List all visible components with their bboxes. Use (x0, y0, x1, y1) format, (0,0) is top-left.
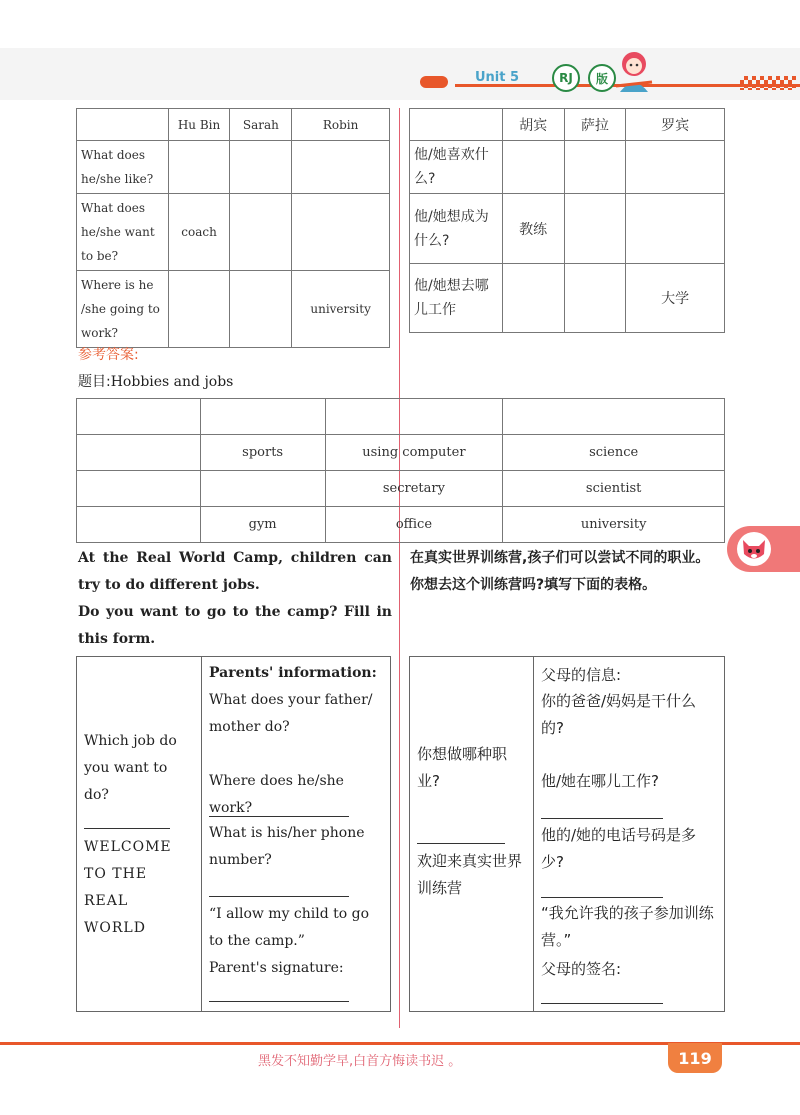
phone-answer-line[interactable] (209, 896, 349, 897)
table-cell (200, 471, 325, 507)
permission-text: “I allow my child to go to the camp.” (209, 906, 370, 949)
row-label: 他/她想成为什么? (410, 194, 503, 264)
form-divider (533, 657, 534, 1011)
table-cell (168, 271, 230, 348)
table-row (77, 471, 725, 507)
parents-heading: Parents' information: (209, 665, 377, 681)
table-cell: scientist (503, 471, 725, 507)
table-cell (564, 141, 626, 194)
topic-text: Hobbies and jobs (110, 374, 234, 390)
table-cell: secretary (325, 471, 503, 507)
mascot-icon (612, 48, 656, 96)
table-header-cell: Hu Bin (168, 109, 230, 141)
table-header-cell: Sarah (230, 109, 292, 141)
checker-pattern (740, 76, 796, 90)
table-cell (503, 399, 725, 435)
work-place-question: Where does he/she work? (209, 773, 344, 816)
table-row (77, 507, 725, 543)
father-mother-question-zh: 你的爸爸/妈妈是干什么的? (541, 692, 697, 737)
job-question-zh: 你想做哪种职业? (417, 745, 508, 790)
table-row (410, 141, 725, 194)
phone-question-zh: 他的/她的电话号码是多少? (541, 826, 697, 871)
table-row (77, 271, 390, 348)
work-place-question-zh: 他/她在哪儿工作? (541, 772, 660, 790)
table-row (77, 435, 725, 471)
work-place-answer-line[interactable] (209, 816, 349, 817)
table-cell: 教练 (502, 194, 564, 264)
table-cell: 大学 (626, 264, 725, 333)
row-label: 他/她喜欢什么? (410, 141, 503, 194)
edition-badge-ban: 版 (588, 64, 616, 92)
survey-table-zh (409, 108, 725, 333)
intro-zh-line1: 在真实世界训练营,孩子们可以尝试不同的职业。 (410, 550, 710, 566)
table-header-cell (77, 109, 169, 141)
table-cell (292, 194, 390, 271)
topic-label: 题目: (78, 374, 111, 390)
header-pill (420, 76, 448, 88)
table-cell (77, 399, 201, 435)
table-cell: office (325, 507, 503, 543)
header-band (0, 48, 800, 100)
signature-line[interactable] (209, 1001, 349, 1002)
table-cell (230, 141, 292, 194)
signature-label: Parent's signature: (209, 960, 344, 976)
table-header-cell: 萨拉 (564, 109, 626, 141)
table-cell: coach (168, 194, 230, 271)
intro-zh-line2: 你想去这个训练营吗?填写下面的表格。 (410, 577, 657, 593)
table-header-cell (410, 109, 503, 141)
job-question: Which job do you want to do? (84, 733, 177, 803)
table-cell: science (503, 435, 725, 471)
table-cell: university (503, 507, 725, 543)
father-mother-question: What does your father/ mother do? (209, 692, 373, 735)
table-cell (626, 194, 725, 264)
job-answer-line-zh[interactable] (417, 843, 505, 844)
row-label: What does he/she like? (77, 141, 169, 194)
table-cell (200, 399, 325, 435)
intro-en-line1: At the Real World Camp, children can try to do different jobs. (78, 550, 392, 593)
answer-topic (78, 371, 233, 391)
signature-line-zh[interactable] (541, 1003, 663, 1004)
phone-answer-line-zh[interactable] (541, 897, 663, 898)
welcome-text-zh: 欢迎来真实世界训练营 (417, 852, 523, 897)
footer-motto: 黑发不知勤学早,白首方悔读书迟 。 (258, 1054, 462, 1069)
table-cell: using computer (325, 435, 503, 471)
signature-label-zh: 父母的签名: (541, 960, 622, 978)
table-cell: sports (200, 435, 325, 471)
table-cell (502, 141, 564, 194)
table-row (410, 264, 725, 333)
table-header-cell: 胡宾 (502, 109, 564, 141)
column-divider (399, 108, 400, 1028)
table-cell: university (292, 271, 390, 348)
row-label: What does he/she want to be? (77, 194, 169, 271)
work-place-answer-line-zh[interactable] (541, 818, 663, 819)
table-cell: gym (200, 507, 325, 543)
table-row (77, 399, 725, 435)
unit-label: Unit 5 (475, 70, 520, 85)
edition-badge-rj: RJ (552, 64, 580, 92)
intro-en (78, 545, 392, 653)
table-cell (292, 141, 390, 194)
table-cell (626, 141, 725, 194)
phone-question: What is his/her phone number? (209, 825, 365, 868)
intro-en-line2: Do you want to go to the camp? Fill in this form. (78, 604, 392, 647)
permission-text-zh: “我允许我的孩子参加训练营。” (541, 904, 714, 949)
table-cell (77, 435, 201, 471)
table-row (410, 194, 725, 264)
answer-table (76, 398, 725, 543)
table-row (77, 141, 390, 194)
form-divider (201, 657, 202, 1011)
table-cell (230, 271, 292, 348)
parents-heading-zh: 父母的信息: (541, 666, 622, 684)
answer-heading: 参考答案: (78, 347, 139, 363)
table-cell (564, 264, 626, 333)
table-header-cell: 罗宾 (626, 109, 725, 141)
row-label: 他/她想去哪儿工作 (410, 264, 503, 333)
table-cell (230, 194, 292, 271)
table-row (77, 194, 390, 271)
side-tab (727, 526, 800, 572)
table-header-cell: Robin (292, 109, 390, 141)
row-label: Where is he /she going to work? (77, 271, 169, 348)
table-cell (77, 471, 201, 507)
table-cell (502, 264, 564, 333)
welcome-text: WELCOME TO THE REAL WORLD (84, 839, 172, 936)
table-cell (168, 141, 230, 194)
fox-face-icon (737, 532, 771, 566)
intro-zh (410, 545, 726, 599)
table-cell (564, 194, 626, 264)
table-cell (325, 399, 503, 435)
survey-table-en (76, 108, 390, 348)
page-number: 119 (668, 1043, 722, 1073)
job-answer-line[interactable] (84, 828, 170, 829)
table-cell (77, 507, 201, 543)
